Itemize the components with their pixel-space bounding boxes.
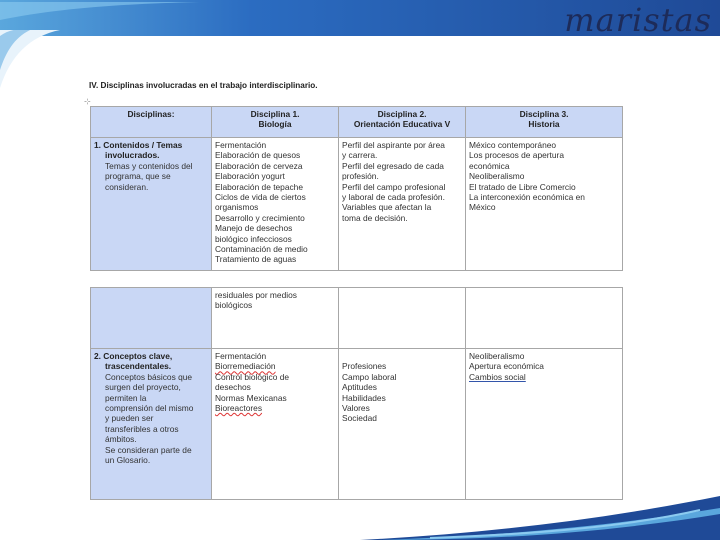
cell-historia-conceptos: Neoliberalismo Apertura económica Cambios social (466, 349, 623, 500)
row-label-conceptos: 2. Conceptos clave, trascendentales. Conceptos básicos que surgen del proyecto, permiten la comprensión del mismo y pueden ser transferibles a otros ámbitos. Se consideran parte de un Glosario. (91, 349, 212, 500)
table-row (91, 288, 623, 349)
table-row (91, 349, 623, 500)
cell-orientacion-contenidos: Perfil del aspirante por área y carrera. Perfil del egresado de cada profesión. Perfil del campo profesional y laboral de cada profesión. Variables que afectan la toma de decisión. (339, 138, 466, 271)
table-row (91, 138, 623, 271)
maristas-logo: maristas (564, 1, 712, 39)
cell-orientacion-conceptos: Profesiones Campo laboral Aptitudes Habilidades Valores Sociedad (339, 349, 466, 500)
section-title: IV. Disciplinas involucradas en el trabajo interdisciplinario. (89, 81, 318, 90)
row-label-continued (91, 288, 212, 349)
cell-biologia-continued: residuales por medios biológicos (212, 288, 339, 349)
cell-historia-continued (466, 288, 623, 349)
header-discipline-1: Disciplina 1. Biología (212, 107, 339, 138)
header-corner-swoosh (0, 30, 60, 90)
disciplines-table-continued (90, 287, 623, 500)
header-discipline-2: Disciplina 2. Orientación Educativa V (339, 107, 466, 138)
row-label-contenidos: 1. Contenidos / Temas involucrados. Temas y contenidos del programa, que se consideran. (91, 138, 212, 271)
disciplines-table (90, 106, 623, 271)
cell-historia-contenidos: México contemporáneo Los procesos de apertura económica Neoliberalismo El tratado de Libre Comercio La interconexión económica en México (466, 138, 623, 271)
header-row (91, 107, 623, 138)
cell-biologia-contenidos: Fermentación Elaboración de quesos Elaboración de cerveza Elaboración yogurt Elaboración de tepache Ciclos de vida de ciertos organismos Desarrollo y crecimiento Manejo de desechos biológico infecciosos Contaminación de medio Tratamiento de aguas (212, 138, 339, 271)
cell-biologia-conceptos: Fermentación Biorremediación Control biológico de desechos Normas Mexicanas Bioreactores (212, 349, 339, 500)
anchor-marker: ⊹ (84, 97, 91, 106)
header-disciplinas: Disciplinas: (91, 107, 212, 138)
cell-orientacion-continued (339, 288, 466, 349)
header-discipline-3: Disciplina 3. Historia (466, 107, 623, 138)
